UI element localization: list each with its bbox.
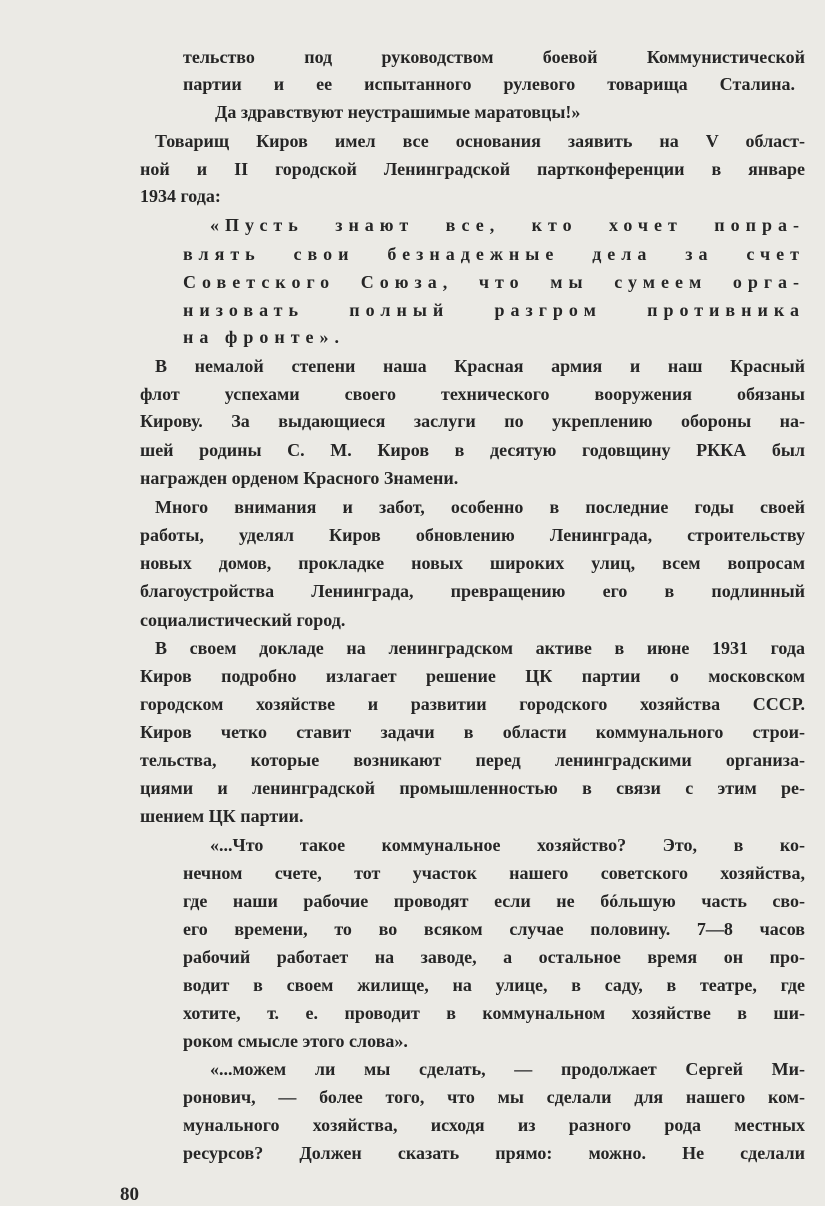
text-line: работы, уделял Киров обновлению Ленинграда, строительству xyxy=(140,525,805,545)
text-line: Киров подробно излагает решение ЦК партии о московском xyxy=(140,666,805,686)
text-line: В своем докладе на ленинградском активе в июне 1931 года xyxy=(155,638,805,658)
text-line: благоустройства Ленинграда, превращению его в подлинный xyxy=(140,581,805,601)
text-line: рабочий работает на заводе, а остальное время он про- xyxy=(183,947,805,967)
text-line: награжден орденом Красного Знамени. xyxy=(140,468,459,488)
text-line: «...можем ли мы сделать, — продолжает Сергей Ми- xyxy=(210,1059,805,1079)
text-line: социалистический город. xyxy=(140,610,346,630)
text-line: шением ЦК партии. xyxy=(140,806,304,826)
text-line: В немалой степени наша Красная армия и наш Красный xyxy=(155,356,805,376)
text-line: влять свои безнадежные дела за счет xyxy=(183,244,805,264)
text-line: «...Что такое коммунальное хозяйство? Это, в ко- xyxy=(210,835,805,855)
text-line: городском хозяйстве и развитии городского хозяйства СССР. xyxy=(140,694,805,714)
text-line: шей родины С. М. Киров в десятую годовщину РККА был xyxy=(140,440,805,460)
text-line: мунального хозяйства, исходя из разного рода местных xyxy=(183,1115,805,1135)
text-line: где наши рабочие проводят если не бóльшую часть сво- xyxy=(183,891,805,911)
text-line: роком смысле этого слова». xyxy=(183,1031,408,1051)
text-line: тельства, которые возникают перед ленинградскими организа- xyxy=(140,750,805,770)
text-line: Кирову. За выдающиеся заслуги по укреплению обороны на- xyxy=(140,411,805,431)
text-line: Советского Союза, что мы сумеем орга- xyxy=(183,272,805,292)
text-line: новых домов, прокладке новых широких улиц, всем вопросам xyxy=(140,553,805,573)
text-line: хотите, т. е. проводит в коммунальном хозяйстве в ши- xyxy=(183,1003,805,1023)
text-line: циями и ленинградской промышленностью в связи с этим ре- xyxy=(140,778,805,798)
text-line: Да здравствуют неустрашимые маратовцы!» xyxy=(215,102,581,122)
text-line: Много внимания и забот, особенно в последние годы своей xyxy=(155,497,805,517)
text-line: партии и ее испытанного рулевого товарища Сталина. xyxy=(183,74,795,94)
text-line: ронович, — более того, что мы сделали для нашего ком- xyxy=(183,1087,805,1107)
text-line: на фронте». xyxy=(183,327,346,347)
text-line: водит в своем жилище, на улице, в саду, в театре, где xyxy=(183,975,805,995)
text-line: тельство под руководством боевой Коммунистической xyxy=(183,47,805,67)
text-line: Киров четко ставит задачи в области коммунального строи- xyxy=(140,722,805,742)
text-line: нечном счете, тот участок нашего советского хозяйства, xyxy=(183,863,805,883)
text-line: «Пусть знают все, кто хочет попра- xyxy=(210,215,805,235)
page-number: 80 xyxy=(120,1184,139,1205)
text-line: флот успехами своего технического вооружения обязаны xyxy=(140,384,805,404)
text-line: низовать полный разгром противника xyxy=(183,300,805,320)
text-line: ресурсов? Должен сказать прямо: можно. Не сделали xyxy=(183,1143,805,1163)
text-line: 1934 года: xyxy=(140,186,221,206)
text-line: его времени, то во всяком случае половину. 7—8 часов xyxy=(183,919,805,939)
text-line: ной и II городской Ленинградской партконференции в январе xyxy=(140,159,805,179)
text-line: Товарищ Киров имел все основания заявить на V област- xyxy=(155,131,805,151)
